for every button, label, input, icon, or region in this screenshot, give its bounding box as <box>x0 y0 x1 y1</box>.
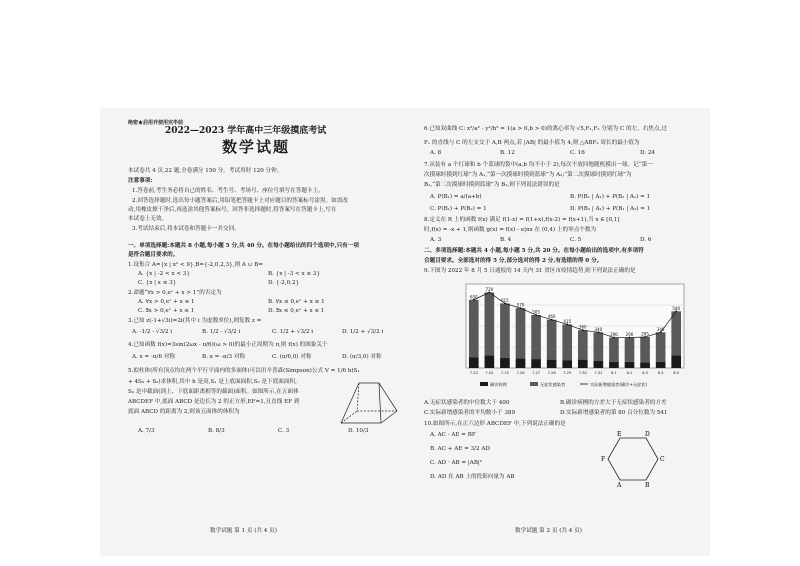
q3-option-d: D. 1/2 + √3/2 i <box>342 329 384 335</box>
point-actual-7.26 <box>520 307 522 309</box>
q6-option-a: A. 8 <box>430 150 442 156</box>
q10-option-d: D. AD 在 AB 上的投影向量为 AB <box>430 474 515 480</box>
legend-label-2: 实际新增感染者(确诊+无症状) <box>590 382 648 387</box>
q4-option-a: A. x = -π/6 对称 <box>132 354 175 360</box>
question-8: 8.定义在 R 上的函数 f(x) 满足 f(1-x) = f(1+x),f(x-2) = f(x+1),当 x ∈ [0,1] <box>424 217 620 223</box>
question-7: 7.从装有 a 个红球和 b 个蓝球的袋中(a,b 均不小于 2),每次不放回地随机摸出一球。记“第一 <box>424 162 653 168</box>
data-label-7.27: 505 <box>532 309 540 315</box>
q1-option-d: D. {-2,0,2} <box>268 280 300 286</box>
bar-asymptomatic-7.28 <box>547 320 557 360</box>
bar-asymptomatic-8.4 <box>656 332 666 361</box>
bar-confirmed-7.29 <box>562 360 572 368</box>
question-6-line: F₁ 的直线与 C 的左支交于 A,B 两点,若 |AB| 的最小值为 4,则 △ABF₂ 周长的最小值为 <box>424 140 640 146</box>
bar-asymptomatic-7.31 <box>594 332 604 360</box>
pentahedron-figure <box>335 373 405 433</box>
q5-option-b: B. 8/3 <box>208 428 225 434</box>
q7-option-d: D. P(B₂ | A₁) + P(B₁ | A₂) = 1 <box>570 206 651 212</box>
question-1: 1.设集合 A={x | x² < 9},B={-2,0,2,3},则 A ∪ B= <box>128 262 263 268</box>
question-10: 10.如图所示,在正六边形 ABCDEF 中,下列说法正确的是 <box>424 421 566 427</box>
bar-asymptomatic-7.30 <box>578 330 588 359</box>
point-actual-8.4 <box>660 331 662 333</box>
bar-confirmed-7.30 <box>578 360 588 368</box>
bar-asymptomatic-7.23 <box>469 300 479 358</box>
subject-title: 数学试题 <box>222 138 291 156</box>
q10-option-c: C. AD · AB = |AB|² <box>430 460 483 466</box>
data-label-8.1: 290 <box>610 332 618 338</box>
q1-option-c: C. {x | x ≤ 3} <box>138 280 177 286</box>
legend-swatch-0 <box>480 382 488 386</box>
section-2-heading: 二、多项选择题:本题共 4 小题,每小题 5 分,共 20 分。在每小题给出的选项中,有多项符 <box>424 248 644 254</box>
bar-asymptomatic-7.27 <box>531 315 541 359</box>
bar-confirmed-8.4 <box>656 362 666 368</box>
q8-option-a: A. 3 <box>430 237 442 243</box>
epidemic-trend-chart <box>460 278 690 400</box>
legend-label-0: 确诊病例 <box>490 382 507 387</box>
q10-option-a: A. AC - AE = BF <box>430 432 476 438</box>
data-label-8.5: 540 <box>672 305 681 311</box>
q9-option-b: B.确诊病例的方差大于无症状感染者的方差 <box>560 400 667 406</box>
x-tick-label: 7.28 <box>547 371 556 375</box>
hexagon-label-a: A <box>617 482 622 488</box>
hexagon-label-d: D <box>645 431 650 438</box>
question-7-line: 次摸球时摸到红球”为 A₁,“第一次摸球时摸到蓝球”为 A₂;“第二次摸球时摸到红球”为 <box>424 172 632 178</box>
q2-option-c: C. ∃x > 0,eˣ + x ≤ 1 <box>138 308 195 314</box>
q8-option-b: B. 4 <box>500 237 512 243</box>
notes-heading: 注意事项: <box>128 178 153 184</box>
q4-option-c: C. (π/6,0) 对称 <box>272 354 312 360</box>
hexagon-label-e: E <box>617 431 622 438</box>
bar-asymptomatic-8.2 <box>625 338 635 362</box>
page-1 <box>110 108 410 556</box>
bar-confirmed-8.2 <box>625 362 635 368</box>
x-tick-label: 7.23 <box>469 371 478 375</box>
bar-asymptomatic-7.25 <box>500 303 510 358</box>
note-line: 本试卷上无效。 <box>128 216 168 222</box>
bar-confirmed-8.5 <box>671 355 681 368</box>
x-tick-label: 8.3 <box>642 371 648 375</box>
note-line: 3.考试结束后,将本试卷和答题卡一并交回。 <box>132 226 240 232</box>
q6-option-b: B. 12 <box>500 150 515 156</box>
q6-option-c: C. 16 <box>570 150 585 156</box>
bar-asymptomatic-8.3 <box>640 337 650 362</box>
q1-option-b: B. {x | -3 < x ≤ 3} <box>268 271 321 277</box>
question-9: 9.下图为 2022 年 8 月 5 日通报的 14 天内 31 省区市疫情趋势,则下列说法正确的是 <box>424 268 636 274</box>
data-label-7.31: 340 <box>594 326 603 332</box>
bar-asymptomatic-7.26 <box>516 308 526 358</box>
question-5-line: 底面 ABCD 的距离为 2,则该五面体的体积为 <box>128 409 240 415</box>
bar-confirmed-7.23 <box>469 358 479 369</box>
data-label-8.2: 290 <box>625 332 634 338</box>
q10-option-b: B. AC + AE = 3/2 AD <box>430 446 490 452</box>
point-actual-7.27 <box>535 314 537 316</box>
point-actual-7.23 <box>473 299 475 301</box>
section-1-heading-cont: 是符合题目要求的。 <box>128 252 179 258</box>
exam-info: 本试卷共 4 页,22 题,全卷满分 150 分。考试用时 120 分钟。 <box>128 168 283 174</box>
q7-option-a: A. P(B₁) = a/(a+b) <box>430 194 482 200</box>
point-actual-7.28 <box>551 319 553 321</box>
point-actual-7.31 <box>597 331 599 333</box>
data-label-7.28: 460 <box>547 314 556 320</box>
q1-option-a: A. {x | -2 < x < 3} <box>138 271 190 277</box>
exam-title: 2022—2023 学年高中三年级摸底考试 <box>165 126 327 136</box>
point-actual-7.30 <box>582 329 584 331</box>
hexagon-label-b: B <box>645 482 650 488</box>
x-tick-label: 7.25 <box>500 371 509 375</box>
q2-option-a: A. ∀x > 0,eˣ + x ≤ 1 <box>138 299 195 305</box>
page-1-footer: 数学试题 第 1 页 (共 4 页) <box>210 528 277 534</box>
point-actual-8.5 <box>675 310 677 312</box>
question-5-line: ABCDEF 中,底面 ABCD 是边长为 2 的正方形,EF=1,且直线 EF 到 <box>128 399 300 405</box>
bar-confirmed-7.31 <box>594 361 604 368</box>
q4-option-d: D. (π/3,0) 对称 <box>342 354 382 360</box>
data-label-7.25: 615 <box>501 297 509 303</box>
page-2 <box>420 108 705 556</box>
bar-asymptomatic-8.1 <box>609 338 619 362</box>
note-line: 1.答卷前,考生务必将自己的姓名、考生号、考场号、座位号填写在答题卡上。 <box>132 188 324 194</box>
q5-option-c: C. 3 <box>278 428 290 434</box>
question-5-line: S₀ 是中截面(到上、下底面距离相等的截面)面积。如图所示,在五面体 <box>128 389 299 395</box>
hexagon-figure <box>598 430 668 488</box>
x-tick-label: 8.2 <box>626 371 633 375</box>
x-tick-label: 7.24 <box>485 371 494 375</box>
q9-option-c: C.实际新增感染者的平均数小于 389 <box>424 410 516 416</box>
bar-confirmed-7.24 <box>485 355 495 368</box>
q5-option-d: D. 10/3 <box>348 428 369 434</box>
x-tick-label: 7.27 <box>532 371 541 375</box>
q2-option-b: B. ∀x ≤ 0,eˣ + x ≤ 1 <box>268 299 325 305</box>
q3-option-a: A. -1/2 - √3/2 i <box>132 329 173 335</box>
x-tick-label: 7.30 <box>578 371 587 375</box>
x-tick-label: 8.5 <box>673 371 680 375</box>
question-8-line: 时,f(x) = -x + 1,则函数 g(x) = f(x) - e|nx 在 (0,4) 上的零点个数为 <box>424 227 597 233</box>
data-label-8.3: 295 <box>641 331 649 337</box>
q7-option-c: C. P(B₁) + P(B₂) = 1 <box>430 206 487 212</box>
page-2-footer: 数学试题 第 2 页 (共 4 页) <box>515 528 582 534</box>
q9-option-d: D.实际新增感染者的第 80 百分位数为 541 <box>560 410 668 416</box>
data-label-7.24: 720 <box>485 286 494 292</box>
point-actual-8.3 <box>644 336 646 338</box>
question-4: 4.已知函数 f(x)=3sin(2ωx - π/6)(ω > 0)的最小正周期为 π,则 f(x) 的图象关于 <box>128 342 328 348</box>
question-7-line: B₁,“第二次摸球时摸到蓝球”为 B₂,则下列说法错误的是 <box>424 182 560 188</box>
q2-option-d: D. ∃x ≤ 0,eˣ + x ≤ 1 <box>268 308 325 314</box>
x-tick-label: 8.4 <box>657 371 664 375</box>
question-6: 6.已知双曲线 C: x²/a² - y²/b² = 1(a > 0,b > 0)的离心率为 √5,F₁,F₂ 分别为 C 的左、右焦点,过 <box>424 126 667 132</box>
x-tick-label: 8.1 <box>611 371 617 375</box>
q3-option-c: C. 1/2 + √3/2 i <box>272 329 314 335</box>
q8-option-d: D. 6 <box>640 237 652 243</box>
point-actual-8.2 <box>629 337 631 339</box>
point-actual-8.1 <box>613 337 615 339</box>
data-label-7.23: 650 <box>469 294 478 300</box>
confidential-label: 绝密★启用并使用完毕前 <box>128 120 184 126</box>
x-tick-label: 7.26 <box>516 371 525 375</box>
bar-confirmed-7.28 <box>547 360 557 368</box>
data-label-7.29: 415 <box>563 318 572 324</box>
data-label-7.30: 360 <box>578 324 587 330</box>
question-5-line: + 4S₀ + S₂)求体积,其中 h 是高,S₁ 是上底面面积,S₂ 是下底面面积, <box>128 379 297 385</box>
q9-option-a: A.无症状感染者的中位数大于 400 <box>424 400 510 406</box>
bar-confirmed-7.26 <box>516 359 526 368</box>
section-2-heading-cont: 合题目要求。全部选对的得 5 分,部分选对的得 2 分,有选错的得 0 分。 <box>424 258 603 264</box>
point-actual-7.24 <box>488 292 490 294</box>
point-actual-7.25 <box>504 303 506 305</box>
data-label-8.4: 340 <box>656 326 665 332</box>
question-3: 3.已知 z(-1+√3i)=2i(其中 i 为虚数单位),则复数 z = <box>128 318 262 324</box>
question-5: 5.拟柱体(所有顶点均在两个平行平面内的多面体)可以用辛普森(Simpson)公式 V = 1/6 h(S₁ <box>128 368 360 374</box>
hexagon-label-c: C <box>660 456 665 463</box>
bar-asymptomatic-7.24 <box>485 292 495 355</box>
q5-option-a: A. 7/3 <box>138 428 155 434</box>
legend-label-1: 无症状感染者 <box>540 382 566 387</box>
note-line: 动,用橡皮擦干净后,再选涂其他答案标号。回答非选择题时,将答案写在答题卡上,写在 <box>128 207 337 213</box>
bar-asymptomatic-8.5 <box>671 311 681 355</box>
exam-sheet <box>100 108 710 556</box>
q7-option-b: B. P(B₁ | A₁) + P(B₂ | A₁) = 1 <box>570 194 651 200</box>
section-1-heading: 一、单项选择题:本题共 8 小题,每小题 5 分,共 40 分。在每小题给出的四个选项中,只有一项 <box>128 243 359 249</box>
bar-confirmed-7.27 <box>531 359 541 368</box>
bar-confirmed-8.1 <box>609 362 619 368</box>
x-tick-label: 7.31 <box>594 371 603 375</box>
q3-option-b: B. 1/2 - √3/2 i <box>202 329 241 335</box>
q6-option-d: D. 24 <box>640 150 655 156</box>
hexagon-label-f: F <box>601 456 606 463</box>
note-line: 2.回答选择题时,选出每小题答案后,用铅笔把答题卡上对应题目的答案标号涂黑。如需改 <box>132 198 348 204</box>
question-2: 2.命题“∀x > 0,eˣ + x > 1”的否定为 <box>128 290 222 296</box>
bar-asymptomatic-7.29 <box>562 324 572 360</box>
q8-option-c: C. 5 <box>570 237 582 243</box>
data-label-7.26: 570 <box>516 302 525 308</box>
legend-swatch-1 <box>530 382 538 386</box>
bar-confirmed-8.3 <box>640 362 650 368</box>
point-actual-7.29 <box>566 324 568 326</box>
q4-option-b: B. x = -π/3 对称 <box>202 354 246 360</box>
x-tick-label: 7.29 <box>563 371 572 375</box>
bar-confirmed-7.25 <box>500 358 510 368</box>
